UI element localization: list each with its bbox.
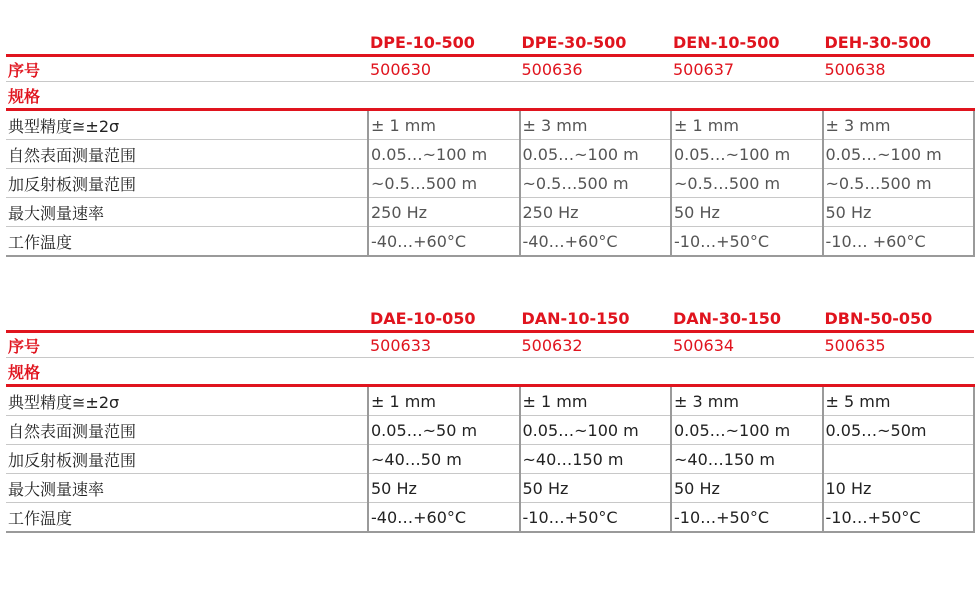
cell-value: ~0.5…500 m: [823, 169, 975, 198]
order-label: 序号: [6, 332, 368, 358]
spec-table-1: [6, 30, 975, 257]
order-number-row: [6, 56, 974, 82]
row-label: 加反射板测量范围: [6, 445, 368, 474]
cell-value: ~40…150 m: [671, 445, 823, 474]
order-number: 500632: [520, 332, 672, 358]
row-label: 工作温度: [6, 503, 368, 533]
order-number: 500637: [671, 56, 823, 82]
cell-value: 50 Hz: [671, 198, 823, 227]
model-name: DPE-10-500: [370, 33, 475, 52]
table-row: [6, 474, 974, 503]
row-label: 最大测量速率: [6, 198, 368, 227]
order-number: 500635: [823, 332, 975, 358]
cell-value: ~0.5…500 m: [520, 169, 672, 198]
order-number: 500636: [520, 56, 672, 82]
cell-value: 0.05…~100 m: [520, 140, 672, 169]
spec-section-label: 规格: [6, 358, 368, 386]
cell-value: 0.05…~100 m: [368, 140, 520, 169]
cell-value: 50 Hz: [823, 198, 975, 227]
model-header-row: [6, 30, 974, 56]
row-label: 加反射板测量范围: [6, 169, 368, 198]
spec-table-2: [6, 306, 975, 533]
order-number: 500638: [823, 56, 975, 82]
cell-value: -10…+50°C: [671, 227, 823, 257]
order-number: 500634: [671, 332, 823, 358]
row-label: 最大测量速率: [6, 474, 368, 503]
table-row: [6, 227, 974, 257]
row-label: 工作温度: [6, 227, 368, 257]
cell-value: -40…+60°C: [368, 503, 520, 533]
model-name: DBN-50-050: [824, 309, 933, 328]
cell-value: -40…+60°C: [520, 227, 672, 257]
cell-value: ± 1 mm: [368, 110, 520, 140]
cell-value: ± 1 mm: [520, 386, 672, 416]
cell-value: -10…+50°C: [520, 503, 672, 533]
cell-value: ± 3 mm: [823, 110, 975, 140]
order-number: 500633: [368, 332, 520, 358]
table-row: [6, 110, 974, 140]
model-name: DPE-30-500: [521, 33, 627, 52]
cell-value: ± 3 mm: [520, 110, 672, 140]
model-header-blank: [6, 30, 368, 56]
cell-value: ~0.5…500 m: [671, 169, 823, 198]
cell-value: 0.05…~100 m: [671, 416, 823, 445]
model-name: DAE-10-050: [370, 309, 476, 328]
cell-value: [823, 445, 975, 474]
cell-value: 50 Hz: [520, 474, 672, 503]
row-label: 自然表面测量范围: [6, 416, 368, 445]
cell-value: ± 3 mm: [671, 386, 823, 416]
cell-value: 50 Hz: [368, 474, 520, 503]
model-name: DAN-10-150: [521, 309, 630, 328]
table-row: [6, 198, 974, 227]
model-name: DEH-30-500: [824, 33, 932, 52]
table-row: [6, 416, 974, 445]
table-row: [6, 503, 974, 533]
cell-value: ± 1 mm: [368, 386, 520, 416]
spec-section-row: [6, 358, 974, 386]
table-row: [6, 386, 974, 416]
model-header-row: [6, 306, 974, 332]
spec-section-row: [6, 82, 974, 110]
spec-section-label: 规格: [6, 82, 368, 110]
cell-value: -10…+50°C: [823, 503, 975, 533]
cell-value: -10…+50°C: [671, 503, 823, 533]
cell-value: 0.05…~100 m: [671, 140, 823, 169]
cell-value: 50 Hz: [671, 474, 823, 503]
cell-value: 0.05…~50 m: [368, 416, 520, 445]
table-row: [6, 445, 974, 474]
table-row: [6, 169, 974, 198]
cell-value: ± 5 mm: [823, 386, 975, 416]
order-label: 序号: [6, 56, 368, 82]
cell-value: 0.05…~50m: [823, 416, 975, 445]
cell-value: 0.05…~100 m: [520, 416, 672, 445]
cell-value: ~40…50 m: [368, 445, 520, 474]
cell-value: 10 Hz: [823, 474, 975, 503]
cell-value: ~0.5…500 m: [368, 169, 520, 198]
cell-value: ± 1 mm: [671, 110, 823, 140]
row-label: 自然表面测量范围: [6, 140, 368, 169]
model-name: DEN-10-500: [673, 33, 780, 52]
order-number: 500630: [368, 56, 520, 82]
cell-value: 250 Hz: [520, 198, 672, 227]
cell-value: -10… +60°C: [823, 227, 975, 257]
table-row: [6, 140, 974, 169]
cell-value: 250 Hz: [368, 198, 520, 227]
row-label: 典型精度≅±2σ: [6, 110, 368, 140]
cell-value: ~40…150 m: [520, 445, 672, 474]
order-number-row: [6, 332, 974, 358]
cell-value: 0.05…~100 m: [823, 140, 975, 169]
cell-value: -40…+60°C: [368, 227, 520, 257]
model-name: DAN-30-150: [673, 309, 781, 328]
model-header-blank: [6, 306, 368, 332]
row-label: 典型精度≅±2σ: [6, 386, 368, 416]
